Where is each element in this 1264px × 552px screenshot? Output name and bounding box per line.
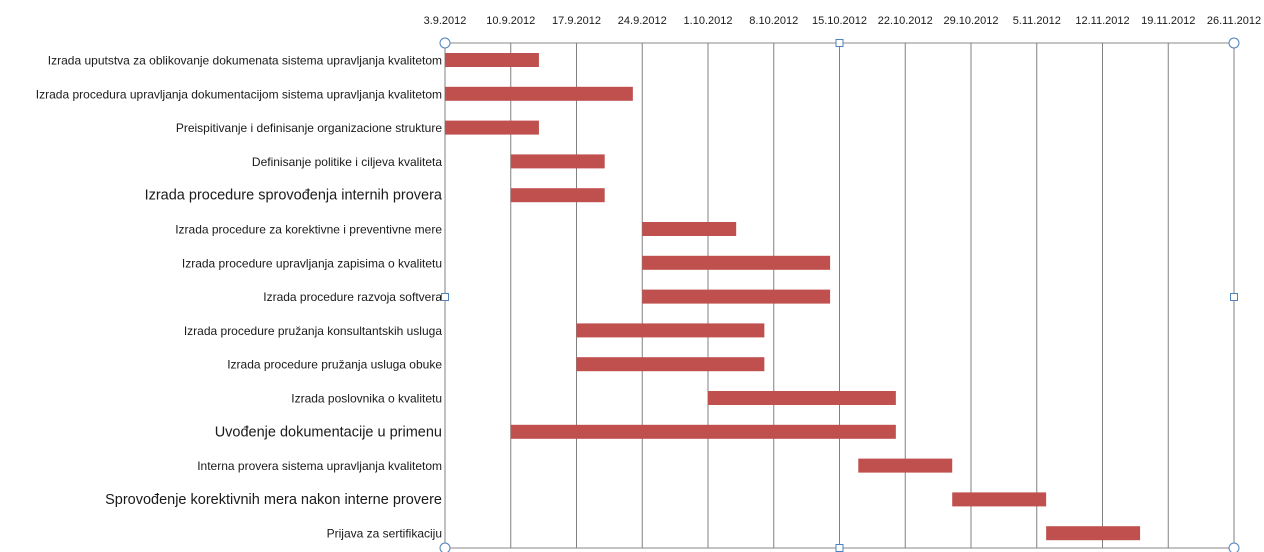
task-bar [708,391,896,405]
task-bar [445,53,539,67]
x-tick-label: 10.9.2012 [486,15,536,27]
x-tick-label: 15.10.2012 [811,15,868,27]
resize-handle-corner[interactable] [440,38,450,48]
x-tick-label: 8.10.2012 [749,15,799,27]
task-label: Sprovođenje korektivnih mera nakon interne provere [105,491,442,508]
x-tick-label: 5.11.2012 [1012,15,1061,27]
task-bars [445,53,1140,540]
x-axis-ticks [424,15,1262,27]
task-label: Izrada procedure razvoja softvera [263,290,442,305]
task-bar [577,323,765,337]
task-label: Izrada procedure pružanja usluga obuke [227,357,442,372]
x-tick-label: 12.11.2012 [1075,15,1130,27]
resize-handle-corner[interactable] [1229,38,1239,48]
task-label: Preispitivanje i definisanje organizacione strukture [175,121,442,136]
resize-handle-side[interactable] [836,545,843,552]
task-label: Prijava za sertifikaciju [326,526,442,541]
task-label: Interna provera sistema upravljanja kvalitetom [197,459,442,474]
task-label: Definisanje politike i ciljeva kvaliteta [251,154,442,169]
x-tick-label: 19.11.2012 [1141,15,1196,27]
task-bar [1046,526,1140,540]
x-tick-label: 22.10.2012 [877,15,933,27]
resize-handle-side[interactable] [1231,294,1238,301]
x-tick-label: 3.9.2012 [423,15,467,27]
task-bar [511,425,896,439]
task-label: Izrada procedure za korektivne i preventivne mere [175,222,442,237]
resize-handle-corner[interactable] [1229,543,1239,552]
grid-layer [445,43,1234,548]
x-tick-label: 1.10.2012 [683,15,733,27]
task-bar [445,87,633,101]
task-bar [642,256,830,270]
task-bar [642,222,736,236]
x-tick-label: 17.9.2012 [552,15,601,27]
task-label: Izrada poslovnika o kvalitetu [291,391,442,406]
x-tick-label: 24.9.2012 [617,15,667,27]
task-bar [952,492,1046,506]
resize-handle-side[interactable] [442,294,449,301]
task-bar [511,154,605,168]
task-label: Uvođenje dokumentacije u primenu [214,424,442,441]
x-tick-label: 26.11.2012 [1206,15,1262,27]
task-bar [642,290,830,304]
task-bar [511,188,605,202]
task-label: Izrada procedure upravljanja zapisima o kvalitetu [181,256,442,271]
task-bar [858,459,952,473]
task-label: Izrada procedura upravljanja dokumentacijom sistema upravljanja kvalitetom [35,87,442,102]
x-tick-label: 29.10.2012 [943,15,999,27]
task-labels [36,54,443,541]
task-label: Izrada uputstva za oblikovanje dokumenata sistema upravljanja kvalitetom [47,53,442,68]
task-bar [445,121,539,135]
resize-handle-side[interactable] [836,40,843,47]
resize-handle-corner[interactable] [440,543,450,552]
task-label: Izrada procedure sprovođenja internih provera [144,187,442,204]
task-label: Izrada procedure pružanja konsultantskih usluga [183,323,442,338]
task-bar [577,357,765,371]
